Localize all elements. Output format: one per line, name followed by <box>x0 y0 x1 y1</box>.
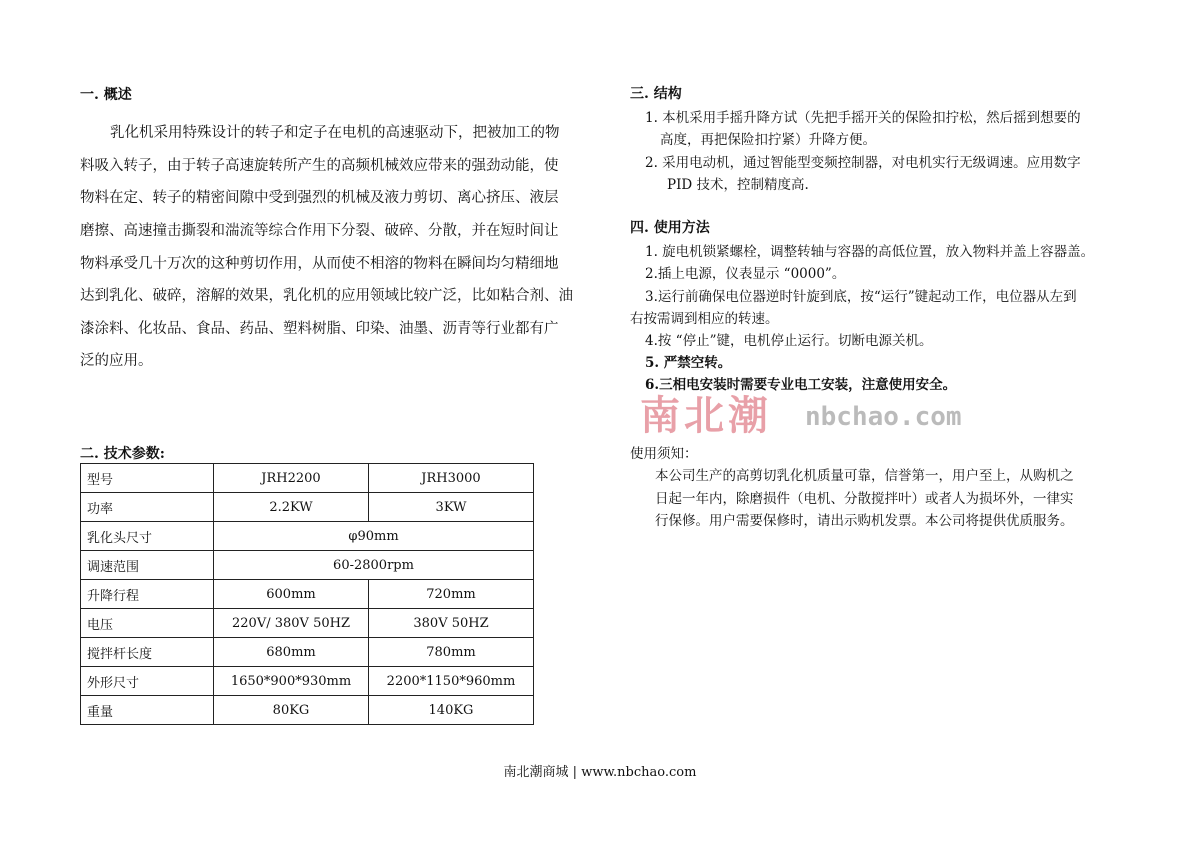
watermark-en: nbchao.com <box>805 402 962 432</box>
cell: 调速范围 <box>81 551 214 580</box>
notice-line: 行保修。用户需要保修时，请出示购机发票。本公司将提供优质服务。 <box>655 513 1074 529</box>
table-row <box>81 667 534 696</box>
cell: φ90mm <box>214 522 534 551</box>
usage-line: 2.插上电源，仪表显示 “0000”。 <box>645 266 846 282</box>
cell: 380V 50HZ <box>369 609 534 638</box>
notice-line: 本公司生产的高剪切乳化机质量可靠，信誉第一，用户至上，从购机之 <box>655 468 1074 484</box>
specs-table <box>80 463 534 725</box>
usage-line: 3.运行前确保电位器逆时针旋到底，按“运行”键起动工作，电位器从左到 <box>645 289 1077 305</box>
cell: 升降行程 <box>81 580 214 609</box>
cell: 2.2KW <box>214 493 369 522</box>
overview-heading: 一. 概述 <box>80 87 132 103</box>
specs-heading: 二. 技术参数: <box>80 446 165 462</box>
usage-line: 1. 旋电机锁紧螺栓，调整转轴与容器的高低位置，放入物料并盖上容器盖。 <box>645 244 1095 260</box>
cell: 外形尺寸 <box>81 667 214 696</box>
usage-line: 4.按 “停止”键，电机停止运行。切断电源关机。 <box>645 333 933 349</box>
watermark-cn: 南北潮 <box>640 392 772 439</box>
overview-line: 物料在定、转子的精密间隙中受到强烈的机械及液力剪切、离心挤压、液层 <box>80 190 559 206</box>
table-row <box>81 580 534 609</box>
structure-line: PID 技术，控制精度高. <box>667 177 809 193</box>
table-row <box>81 638 534 667</box>
table-row <box>81 522 534 551</box>
overview-line: 达到乳化、破碎，溶解的效果，乳化机的应用领域比较广泛，比如粘合剂、油 <box>80 288 573 304</box>
cell: 2200*1150*960mm <box>369 667 534 696</box>
notice-line: 日起一年内，除磨损件（电机、分散搅拌叶）或者人为损坏外，一律实 <box>655 491 1074 507</box>
cell: 80KG <box>214 696 369 725</box>
cell: 1650*900*930mm <box>214 667 369 696</box>
overview-line: 料吸入转子，由于转子高速旋转所产生的高频机械效应带来的强劲动能，使 <box>80 158 559 174</box>
cell: 600mm <box>214 580 369 609</box>
cell: 型号 <box>81 464 214 493</box>
usage-line: 右按需调到相应的转速。 <box>630 311 779 327</box>
overview-line: 漆涂料、化妆品、食品、药品、塑料树脂、印染、油墨、沥青等行业都有广 <box>80 321 559 337</box>
structure-line: 2. 采用电动机，通过智能型变频控制器，对电机实行无级调速。应用数字 <box>645 155 1081 171</box>
cell: JRH2200 <box>214 464 369 493</box>
overview-line: 乳化机采用特殊设计的转子和定子在电机的高速驱动下，把被加工的物 <box>110 125 560 141</box>
table-row <box>81 609 534 638</box>
table-row <box>81 551 534 580</box>
cell: 720mm <box>369 580 534 609</box>
cell: 重量 <box>81 696 214 725</box>
cell: 乳化头尺寸 <box>81 522 214 551</box>
structure-heading: 三. 结构 <box>630 86 682 102</box>
overview-line: 泛的应用。 <box>80 353 153 369</box>
footer: 南北潮商城 | www.nbchao.com <box>503 765 697 780</box>
table-row <box>81 696 534 725</box>
cell: 780mm <box>369 638 534 667</box>
structure-line: 1. 本机采用手摇升降方试（先把手摇开关的保险扣拧松，然后摇到想要的 <box>645 110 1081 126</box>
table-row <box>81 464 534 493</box>
cell: 功率 <box>81 493 214 522</box>
cell: JRH3000 <box>369 464 534 493</box>
usage-warning: 6.三相电安装时需要专业电工安装，注意使用安全。 <box>645 377 957 393</box>
cell: 搅拌杆长度 <box>81 638 214 667</box>
cell: 680mm <box>214 638 369 667</box>
usage-warning: 5. 严禁空转。 <box>645 355 732 371</box>
notice-heading: 使用须知： <box>630 446 698 462</box>
cell: 60-2800rpm <box>214 551 534 580</box>
overview-line: 物料承受几十万次的这种剪切作用，从而使不相溶的物料在瞬间均匀精细地 <box>80 256 559 272</box>
cell: 140KG <box>369 696 534 725</box>
cell: 220V/ 380V 50HZ <box>214 609 369 638</box>
table-row <box>81 493 534 522</box>
cell: 3KW <box>369 493 534 522</box>
overview-line: 磨擦、高速撞击撕裂和湍流等综合作用下分裂、破碎、分散，并在短时间让 <box>80 223 559 239</box>
cell: 电压 <box>81 609 214 638</box>
usage-heading: 四. 使用方法 <box>630 220 710 236</box>
structure-line: 高度，再把保险扣拧紧）升降方便。 <box>660 132 876 148</box>
